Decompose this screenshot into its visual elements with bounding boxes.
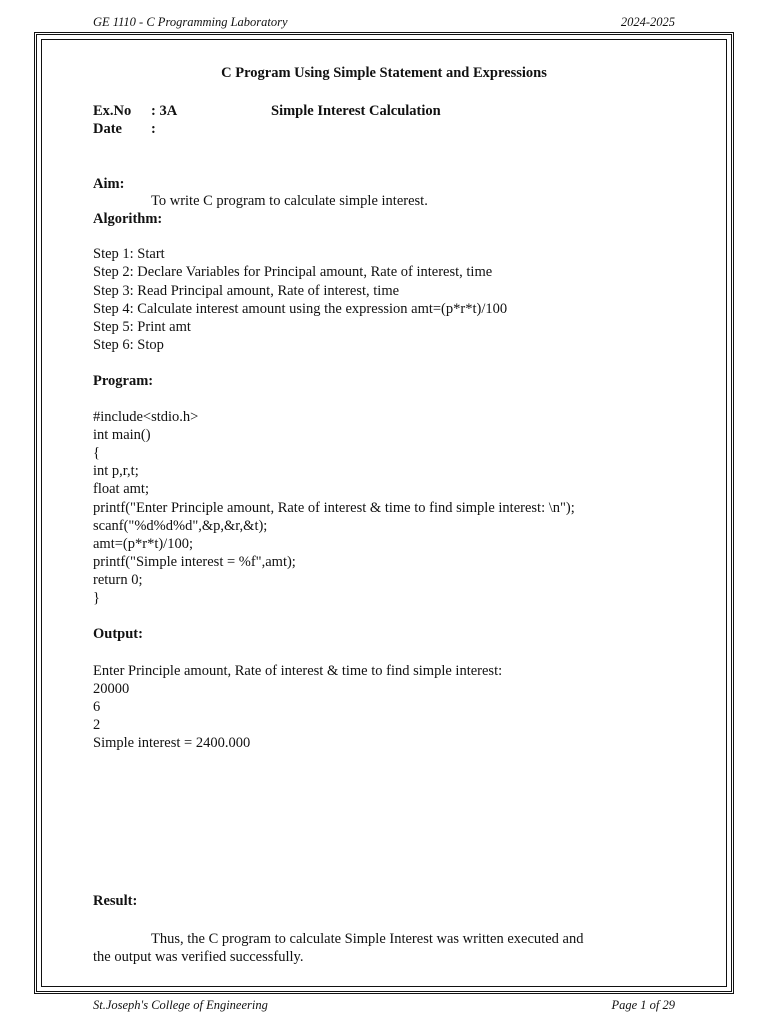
code-line: { xyxy=(93,445,100,461)
code-line: } xyxy=(93,590,100,606)
aim-heading: Aim: xyxy=(93,176,125,192)
academic-year: 2024-2025 xyxy=(620,15,675,29)
output-line: 20000 xyxy=(93,681,130,697)
code-line: int main() xyxy=(93,427,151,443)
result-text-line1: Thus, the C program to calculate Simple Interest was written executed and xyxy=(151,931,584,947)
output-line: 6 xyxy=(93,699,101,715)
date-value: : xyxy=(151,121,156,137)
exno-value: : 3A xyxy=(151,103,178,119)
date-label: Date xyxy=(93,121,122,137)
output-line: Enter Principle amount, Rate of interest & time to find simple interest: xyxy=(93,663,503,679)
page-header xyxy=(93,15,675,33)
code-line: #include<stdio.h> xyxy=(93,409,199,425)
algorithm-step: Step 6: Stop xyxy=(93,337,164,353)
code-line: printf("Simple interest = %f",amt); xyxy=(93,554,296,570)
output-line: Simple interest = 2400.000 xyxy=(93,735,251,751)
output-line: 2 xyxy=(93,717,101,733)
code-line: int p,r,t; xyxy=(93,463,139,479)
algorithm-heading: Algorithm: xyxy=(93,211,163,227)
algorithm-step: Step 5: Print amt xyxy=(93,319,191,335)
course-title: GE 1110 - C Programming Laboratory xyxy=(93,15,288,29)
algorithm-step: Step 1: Start xyxy=(93,246,165,262)
page-footer xyxy=(93,998,675,1016)
exno-label: Ex.No xyxy=(93,103,132,119)
code-line: return 0; xyxy=(93,572,143,588)
page-number: Page 1 of 29 xyxy=(611,998,675,1012)
exercise-name: Simple Interest Calculation xyxy=(271,103,441,119)
algorithm-step: Step 4: Calculate interest amount using the expression amt=(p*r*t)/100 xyxy=(93,301,508,317)
code-line: amt=(p*r*t)/100; xyxy=(93,536,193,552)
output-heading: Output: xyxy=(93,626,143,642)
aim-text: To write C program to calculate simple interest. xyxy=(151,193,428,209)
algorithm-step: Step 3: Read Principal amount, Rate of interest, time xyxy=(93,283,400,299)
program-heading: Program: xyxy=(93,373,154,389)
code-line: scanf("%d%d%d",&p,&r,&t); xyxy=(93,518,268,534)
result-heading: Result: xyxy=(93,893,138,909)
college-name: St.Joseph's College of Engineering xyxy=(93,998,268,1012)
code-line: float amt; xyxy=(93,481,149,497)
document-title: C Program Using Simple Statement and Expressions xyxy=(221,65,547,81)
code-line: printf("Enter Principle amount, Rate of interest & time to find simple interest: \n"); xyxy=(93,500,575,516)
algorithm-step: Step 2: Declare Variables for Principal amount, Rate of interest, time xyxy=(93,264,493,280)
result-text-line2: the output was verified successfully. xyxy=(93,949,304,965)
